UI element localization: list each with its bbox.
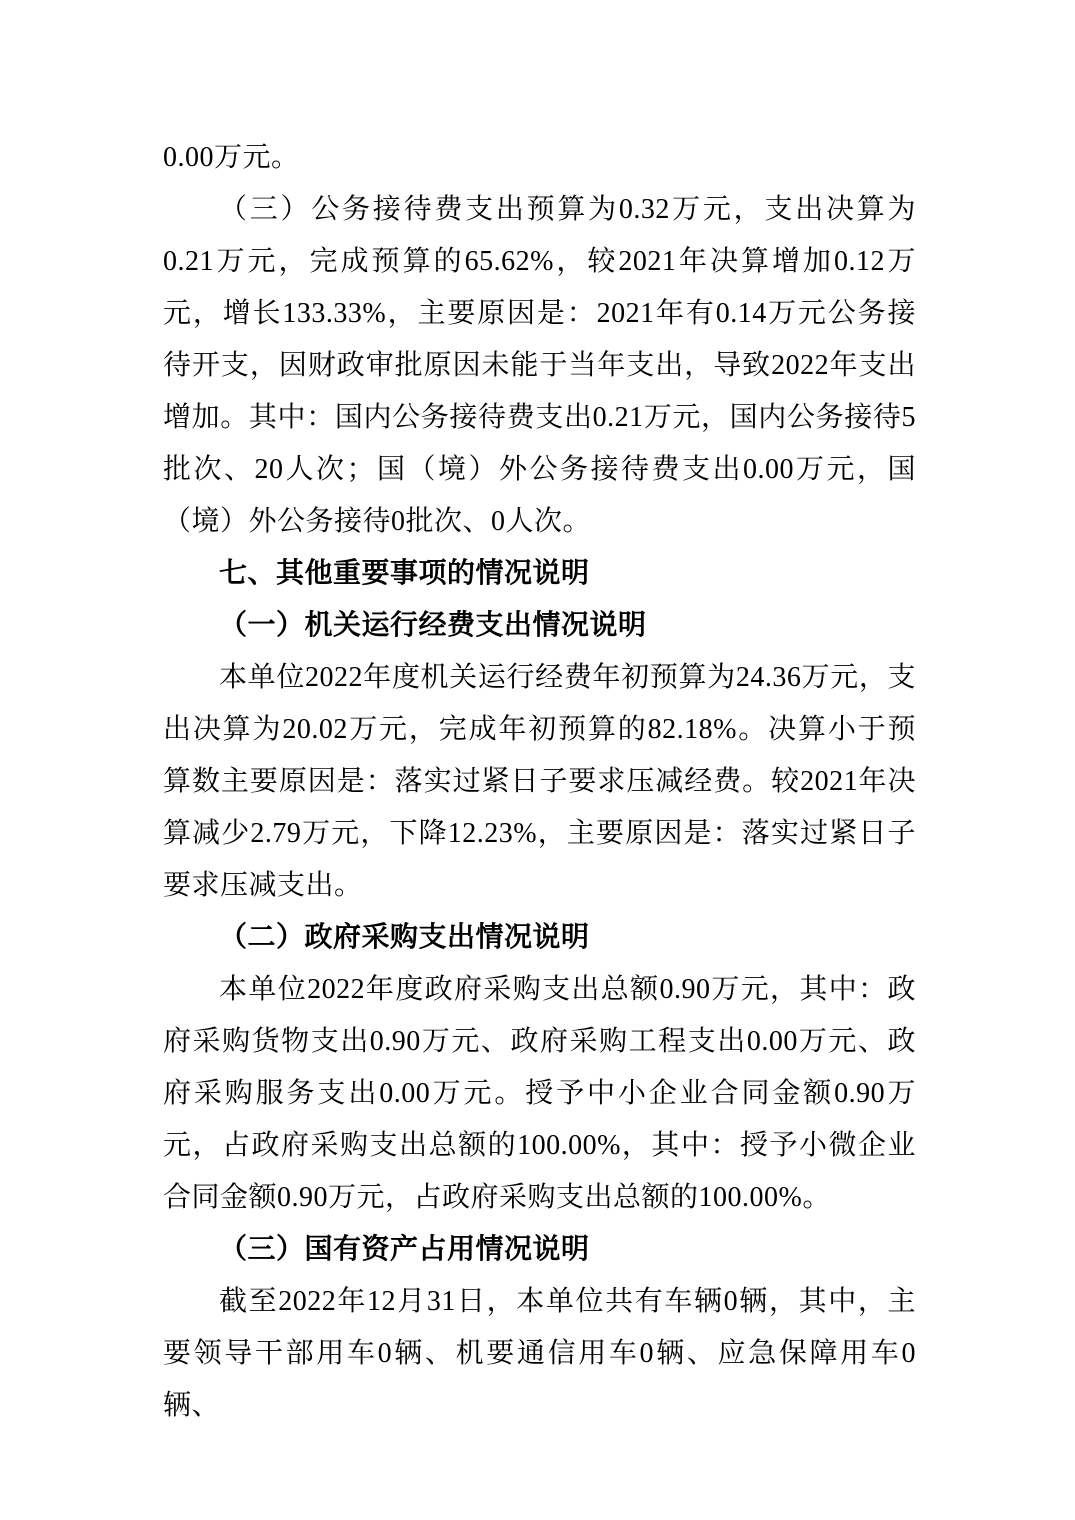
subsection-heading-government-procurement: （二）政府采购支出情况说明 [219,922,590,953]
subsection-heading-state-owned-assets: （三）国有资产占用情况说明 [219,1234,590,1265]
document-body [163,132,916,1432]
paragraph-government-procurement: 本单位2022年度政府采购支出总额0.90万元，其中：政府采购货物支出0.90万元、政府采购工程支出0.00万元、政府采购服务支出0.00万元。授予中小企业合同金额0.90万元，占政府采购支出总额的100.00%，其中：授予小微企业合同金额0.90万元，占政府采购支出总额的100.00%。 [163,974,916,1213]
paragraph-state-owned-assets: 截至2022年12月31日，本单位共有车辆0辆，其中，主要领导干部用车0辆、机要通信用车0辆、应急保障用车0辆、 [163,1286,916,1421]
paragraph-operating-expense: 本单位2022年度机关运行经费年初预算为24.36万元，支出决算为20.02万元，完成年初预算的82.18%。决算小于预算数主要原因是：落实过紧日子要求压减经费。较2021年决算减少2.79万元，下降12.23%，主要原因是：落实过紧日子要求压减支出。 [163,662,916,901]
section-heading-other-important-matters: 七、其他重要事项的情况说明 [219,558,590,589]
subsection-heading-operating-expense: （一）机关运行经费支出情况说明 [219,610,647,641]
paragraph-carryover-line: 0.00万元。 [163,142,300,173]
paragraph-official-reception-expense: （三）公务接待费支出预算为0.32万元，支出决算为0.21万元，完成预算的65.62%，较2021年决算增加0.12万元，增长133.33%，主要原因是：2021年有0.14万元公务接待开支，因财政审批原因未能于当年支出，导致2022年支出增加。其中：国内公务接待费支出0.21万元，国内公务接待5批次、20人次；国（境）外公务接待费支出0.00万元，国（境）外公务接待0批次、0人次。 [163,194,916,537]
